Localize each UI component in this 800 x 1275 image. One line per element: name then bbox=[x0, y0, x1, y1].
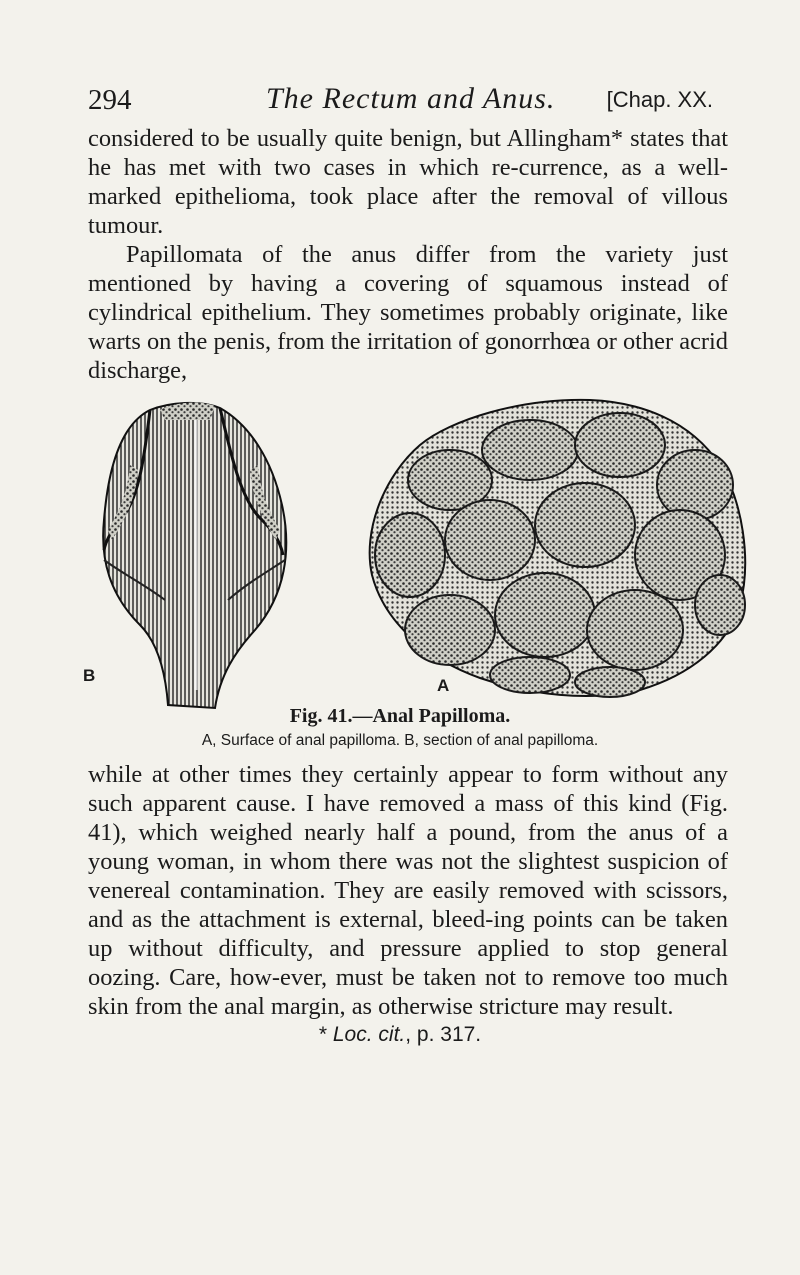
paragraph-1: considered to be usually quite benign, but Allingham* states that he has met with two cases in which re-currence, as a well-marked epithelioma, took place after the removal of villous tumour. bbox=[88, 125, 728, 239]
figure-label-a: A bbox=[437, 676, 450, 695]
paragraph-3: while at other times they certainly appear to form without any such apparent cause. I have removed a mass of this kind (Fig. 41), which weighed nearly half a pound, from the anus of a young woman, in whom there was not the slightest suspicion of venereal contamination. They are easily removed with scissors, and as the attachment is external, bleed-ing points can be taken up without difficulty, and pressure applied to stop general oozing. Care, how-ever, must be taken not to remove too much skin from the anal margin, as otherwise stricture may result. bbox=[88, 761, 728, 1020]
running-title: The Rectum and Anus. bbox=[266, 82, 556, 115]
page-number: 294 bbox=[88, 84, 132, 116]
figure-subcaption: A, Surface of anal papilloma. B, section of anal papilloma. bbox=[201, 732, 599, 749]
footnote-citation: Loc. cit. bbox=[332, 1023, 406, 1046]
footnote bbox=[0, 1023, 800, 1047]
papilloma-illustration bbox=[0, 390, 800, 720]
section-b-drawing bbox=[103, 403, 286, 708]
page-header bbox=[88, 82, 713, 118]
footnote-marker: * bbox=[318, 1023, 333, 1046]
surface-a-drawing bbox=[370, 400, 745, 697]
figure-41 bbox=[0, 390, 800, 760]
footnote-page: , p. 317. bbox=[405, 1023, 482, 1046]
figure-caption: Fig. 41.—Anal Papilloma. bbox=[289, 705, 511, 727]
paragraph-2: Papillomata of the anus differ from the variety just mentioned by having a covering of squamous instead of cylindrical epithelium. They sometimes probably originate, like warts on the penis, from the irritation of gonorrhœa or other acrid discharge, bbox=[88, 241, 728, 384]
figure-label-b: B bbox=[83, 666, 96, 685]
chapter-label: [Chap. XX. bbox=[606, 87, 713, 112]
